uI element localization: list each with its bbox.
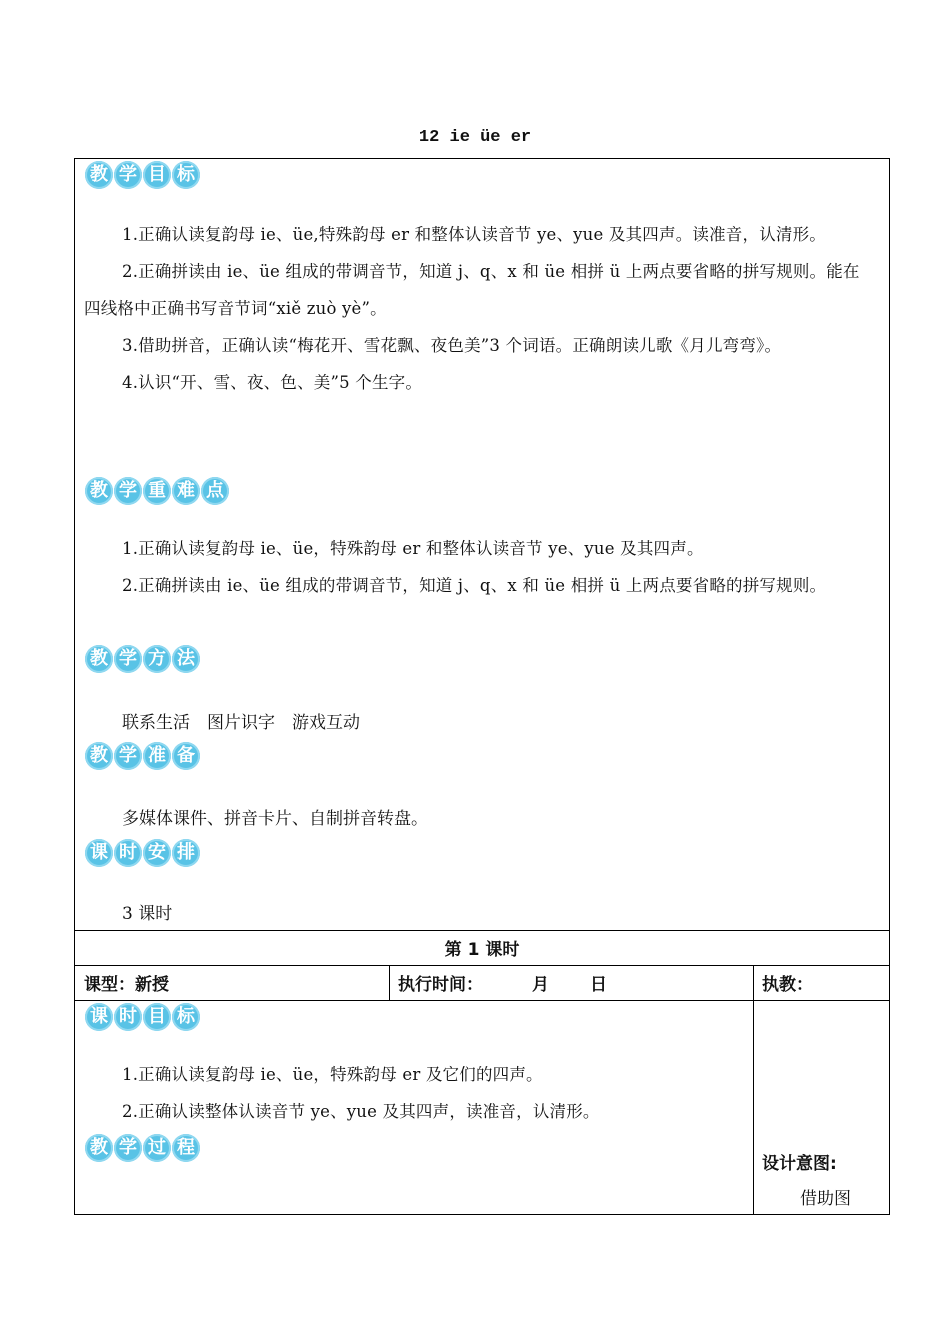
document-title: 12 ie üe er xyxy=(418,128,532,147)
badge-char: 时 xyxy=(114,839,142,867)
badge-char: 教 xyxy=(85,742,113,770)
badge-char: 学 xyxy=(114,477,142,505)
badge-char: 目 xyxy=(143,1003,171,1031)
lesson-goal-item: 1.正确认读复韵母 ie、üe，特殊韵母 er 及它们的四声。 xyxy=(122,1065,543,1084)
badge-char: 难 xyxy=(172,477,200,505)
lesson-goals-badge xyxy=(85,1003,200,1031)
badge-char: 备 xyxy=(172,742,200,770)
badge-char: 标 xyxy=(172,1003,200,1031)
schedule-badge xyxy=(85,839,200,867)
badge-char: 安 xyxy=(143,839,171,867)
badge-char: 学 xyxy=(114,1134,142,1162)
month-label: 月 xyxy=(532,975,549,995)
badge-char: 法 xyxy=(172,645,200,673)
teacher-label: 执教： xyxy=(762,975,813,995)
badge-char: 教 xyxy=(85,1134,113,1162)
lesson-goal-item: 2.正确认读整体认读音节 ye、yue 及其四声，读准音，认清形。 xyxy=(122,1102,600,1121)
key-point-item: 1.正确认读复韵母 ie、üe，特殊韵母 er 和整体认读音节 ye、yue 及其四声。 xyxy=(122,539,704,558)
preparation-text: 多媒体课件、拼音卡片、自制拼音转盘。 xyxy=(122,809,428,829)
info-col-divider-2 xyxy=(753,965,754,1215)
badge-char: 过 xyxy=(143,1134,171,1162)
teaching-process-badge xyxy=(85,1134,200,1162)
day-label: 日 xyxy=(590,975,607,995)
badge-char: 课 xyxy=(85,839,113,867)
badge-char: 学 xyxy=(114,161,142,189)
badge-char: 方 xyxy=(143,645,171,673)
objective-item: 4.认识“开、雪、夜、色、美”5 个生字。 xyxy=(122,373,423,392)
info-col-divider-1 xyxy=(389,965,390,1000)
objectives-badge xyxy=(85,161,200,189)
schedule-text: 3 课时 xyxy=(122,904,173,924)
objective-item: 1.正确认读复韵母 ie、üe,特殊韵母 er 和整体认读音节 ye、yue 及其四声。读准音，认清形。 xyxy=(122,225,826,244)
badge-char: 程 xyxy=(172,1134,200,1162)
key-point-item: 2.正确拼读由 ie、üe 组成的带调音节，知道 j、q、x 和 üe 相拼 ü 上两点要省略的拼写规则。 xyxy=(122,576,827,595)
badge-char: 排 xyxy=(172,839,200,867)
methods-text: 联系生活 图片识字 游戏互动 xyxy=(122,713,360,733)
key-points-list xyxy=(84,530,874,604)
badge-char: 学 xyxy=(114,742,142,770)
badge-char: 学 xyxy=(114,645,142,673)
lesson-info-divider xyxy=(74,1000,890,1001)
badge-char: 目 xyxy=(143,161,171,189)
lesson-header: 第 1 课时 xyxy=(444,940,520,960)
preparation-badge xyxy=(85,742,200,770)
key-points-badge xyxy=(85,477,229,505)
methods-badge xyxy=(85,645,200,673)
objective-item: 2.正确拼读由 ie、üe 组成的带调音节，知道 j、q、x 和 üe 相拼 ü 上两点要省略的拼写规则。能在四线格中正确书写音节词“xiě zuò yè”。 xyxy=(84,262,860,318)
badge-char: 准 xyxy=(143,742,171,770)
badge-char: 点 xyxy=(201,477,229,505)
design-intent-text: 借助图 xyxy=(800,1189,851,1209)
execution-time-label: 执行时间： xyxy=(398,975,483,995)
badge-char: 教 xyxy=(85,161,113,189)
badge-char: 课 xyxy=(85,1003,113,1031)
badge-char: 教 xyxy=(85,477,113,505)
badge-char: 标 xyxy=(172,161,200,189)
badge-char: 时 xyxy=(114,1003,142,1031)
lesson-header-divider xyxy=(74,965,890,966)
objectives-list xyxy=(84,216,874,401)
lesson-type: 课型：新授 xyxy=(84,975,169,995)
badge-char: 重 xyxy=(143,477,171,505)
lesson-goals-list xyxy=(84,1056,744,1130)
objective-item: 3.借助拼音，正确认读“梅花开、雪花飘、夜色美”3 个词语。正确朗读儿歌《月儿弯弯》。 xyxy=(122,336,782,355)
design-intent-label: 设计意图: xyxy=(762,1154,837,1174)
badge-char: 教 xyxy=(85,645,113,673)
